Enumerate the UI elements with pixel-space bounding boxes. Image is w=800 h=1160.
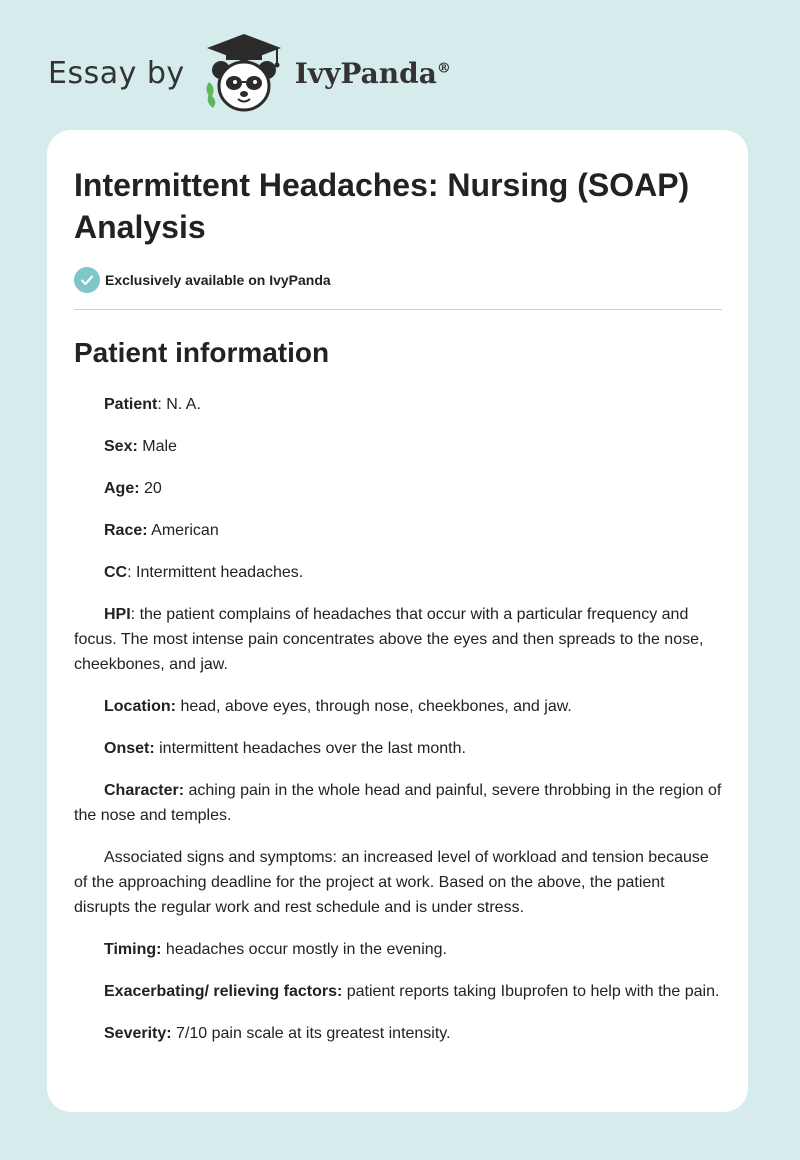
paragraph-associated-symptoms: Associated signs and symptoms: an increased level of workload and tension because of the approaching deadline for the project at work. Based on the above, the patient disrupts the regular work and rest schedule and is under stress. [74,849,709,916]
paragraph-age: Age: 20 [104,480,162,497]
paragraph-patient: Patient: N. A. [104,396,201,413]
site-header [48,28,451,118]
brand-name[interactable]: IvyPanda® [294,56,451,90]
exclusive-text: Exclusively available on IvyPanda [105,272,331,288]
paragraph-cc: CC: Intermittent headaches. [104,564,304,581]
divider [74,309,722,310]
paragraph-sex: Sex: Male [104,438,177,455]
article-card [47,130,748,1112]
panda-graduate-icon[interactable] [199,28,289,118]
paragraph-list [74,392,722,1046]
paragraph-onset: Onset: intermittent headaches over the last month. [104,740,466,757]
paragraph-location: Location: head, above eyes, through nose, cheekbones, and jaw. [104,698,572,715]
check-icon [74,267,100,293]
article-title: Intermittent Headaches: Nursing (SOAP) Analysis [74,167,690,245]
paragraph-severity: Severity: 7/10 pain scale at its greatest intensity. [104,1025,451,1042]
paragraph-character: Character: aching pain in the whole head and painful, severe throbbing in the region of the nose and temples. [74,782,722,824]
essay-by-text: Essay by [48,55,185,91]
paragraph-race: Race: American [104,522,219,539]
exclusive-badge [74,266,722,294]
paragraph-timing: Timing: headaches occur mostly in the evening. [104,941,447,958]
paragraph-factors: Exacerbating/ relieving factors: patient reports taking Ibuprofen to help with the pain. [104,983,720,1000]
paragraph-hpi: HPI: the patient complains of headaches that occur with a particular frequency and focus. The most intense pain concentrates above the eyes and then spreads to the nose, cheekbones, and jaw. [74,606,704,673]
section-heading: Patient information [74,337,330,368]
